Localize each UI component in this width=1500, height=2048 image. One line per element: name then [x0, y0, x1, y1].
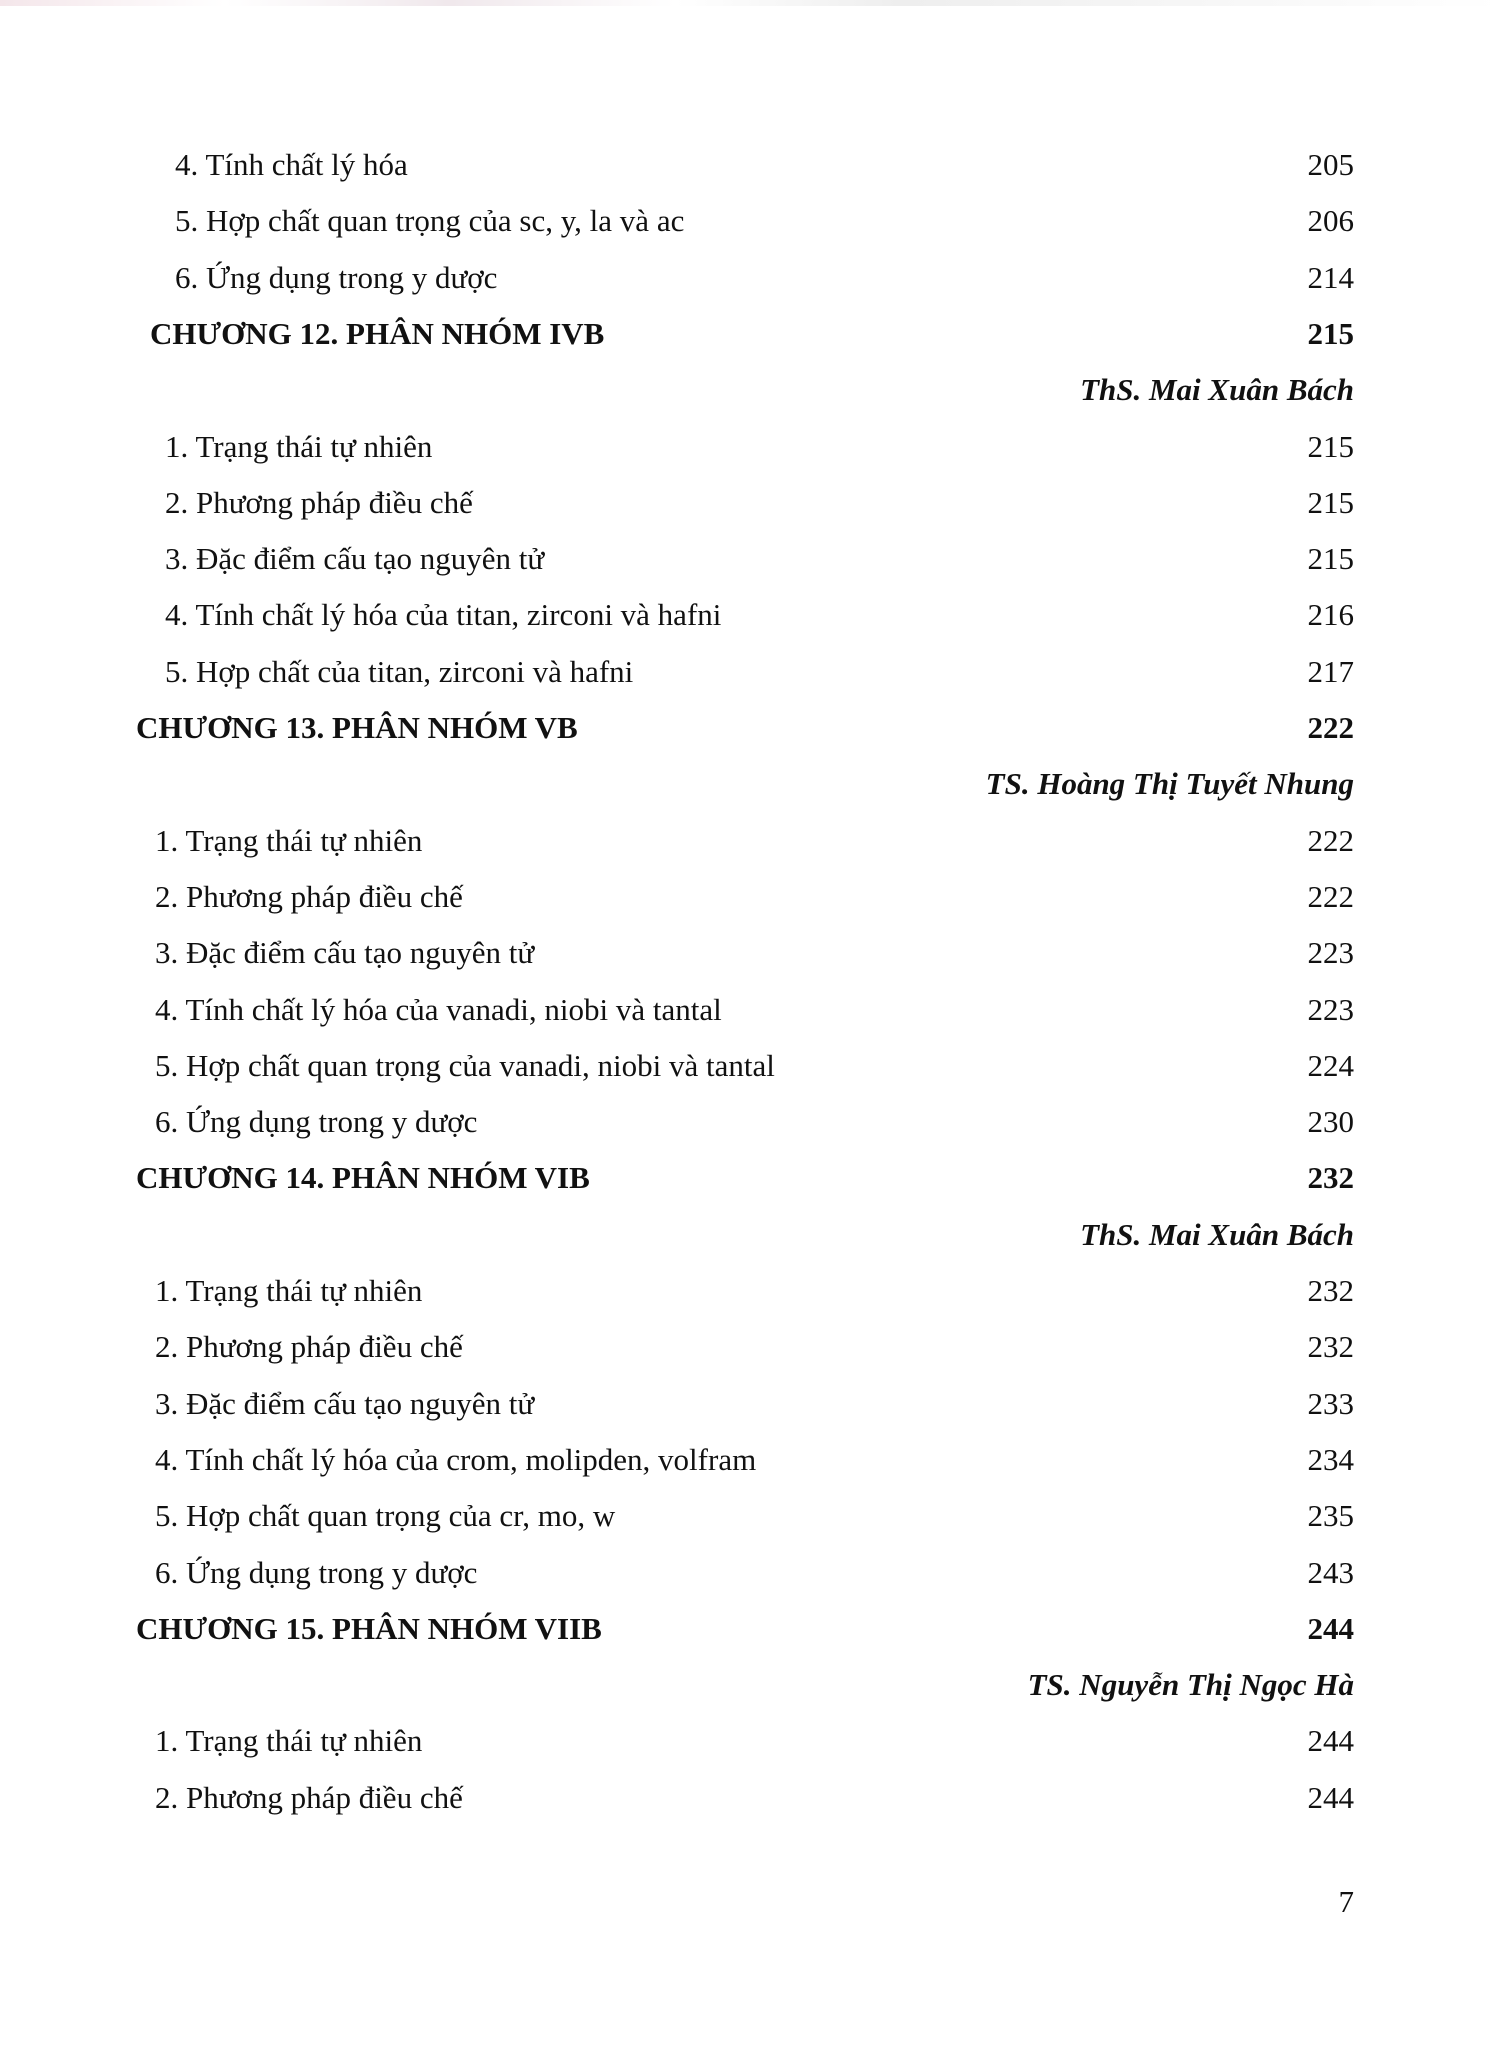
toc-item: 4. Tính chất lý hóa của crom, molipden, volfram — [155, 1442, 757, 1477]
chapter-author: TS. Hoàng Thị Tuyết Nhung — [985, 766, 1354, 801]
toc-item-page-number: 224 — [1307, 1048, 1354, 1083]
toc-item-page-number: 244 — [1307, 1780, 1354, 1815]
chapter-title: CHƯƠNG 13. PHÂN NHÓM VB — [136, 710, 578, 745]
toc-item: 1. Trạng thái tự nhiên — [155, 823, 423, 858]
toc-item-page-number: 215 — [1307, 485, 1354, 520]
toc-item-page-number: 216 — [1307, 597, 1354, 632]
chapter-author: ThS. Mai Xuân Bách — [1080, 1217, 1354, 1252]
toc-item: 5. Hợp chất quan trọng của cr, mo, w — [155, 1498, 616, 1533]
chapter-title: CHƯƠNG 12. PHÂN NHÓM IVB — [150, 316, 605, 351]
toc-item: 5. Hợp chất quan trọng của vanadi, niobi và tantal — [155, 1048, 775, 1083]
chapter-page-number: 215 — [1307, 316, 1354, 351]
toc-item: 5. Hợp chất quan trọng của sc, y, la và ac — [175, 203, 685, 238]
toc-item-page-number: 205 — [1307, 147, 1354, 182]
toc-item-page-number: 217 — [1307, 654, 1354, 689]
toc-item-page-number: 234 — [1307, 1442, 1354, 1477]
toc-item: 3. Đặc điểm cấu tạo nguyên tử — [155, 935, 535, 970]
toc-item: 6. Ứng dụng trong y dược — [175, 260, 498, 295]
toc-item-page-number: 230 — [1307, 1104, 1354, 1139]
toc-item: 5. Hợp chất của titan, zirconi và hafni — [165, 654, 634, 689]
page-number: 7 — [1338, 1884, 1354, 1919]
toc-item: 4. Tính chất lý hóa của titan, zirconi và hafni — [165, 597, 722, 632]
chapter-title: CHƯƠNG 15. PHÂN NHÓM VIIB — [136, 1611, 602, 1646]
toc-item-page-number: 206 — [1307, 203, 1354, 238]
toc-item-page-number: 215 — [1307, 429, 1354, 464]
toc-item-page-number: 233 — [1307, 1386, 1354, 1421]
toc-item-page-number: 243 — [1307, 1555, 1354, 1590]
toc-item: 4. Tính chất lý hóa của vanadi, niobi và tantal — [155, 992, 722, 1027]
chapter-author: ThS. Mai Xuân Bách — [1080, 372, 1354, 407]
scan-edge-artifact — [0, 0, 1500, 6]
toc-item: 3. Đặc điểm cấu tạo nguyên tử — [165, 541, 545, 576]
toc-item-page-number: 244 — [1307, 1723, 1354, 1758]
toc-item: 4. Tính chất lý hóa — [175, 147, 408, 182]
toc-item: 1. Trạng thái tự nhiên — [155, 1723, 423, 1758]
toc-item-page-number: 232 — [1307, 1329, 1354, 1364]
toc-item-page-number: 214 — [1307, 260, 1354, 295]
chapter-page-number: 244 — [1307, 1611, 1354, 1646]
chapter-title: CHƯƠNG 14. PHÂN NHÓM VIB — [136, 1160, 590, 1195]
chapter-page-number: 232 — [1307, 1160, 1354, 1195]
toc-item: 1. Trạng thái tự nhiên — [165, 429, 433, 464]
toc-item-page-number: 222 — [1307, 823, 1354, 858]
toc-item-page-number: 215 — [1307, 541, 1354, 576]
chapter-page-number: 222 — [1307, 710, 1354, 745]
toc-item: 2. Phương pháp điều chế — [165, 485, 473, 520]
toc-item-page-number: 223 — [1307, 992, 1354, 1027]
toc-item: 2. Phương pháp điều chế — [155, 879, 463, 914]
chapter-author: TS. Nguyễn Thị Ngọc Hà — [1027, 1667, 1354, 1702]
toc-item: 6. Ứng dụng trong y dược — [155, 1104, 478, 1139]
toc-item: 2. Phương pháp điều chế — [155, 1329, 463, 1364]
toc-item: 2. Phương pháp điều chế — [155, 1780, 463, 1815]
toc-item: 1. Trạng thái tự nhiên — [155, 1273, 423, 1308]
toc-item: 3. Đặc điểm cấu tạo nguyên tử — [155, 1386, 535, 1421]
toc-item: 6. Ứng dụng trong y dược — [155, 1555, 478, 1590]
toc-item-page-number: 235 — [1307, 1498, 1354, 1533]
toc-item-page-number: 223 — [1307, 935, 1354, 970]
toc-item-page-number: 232 — [1307, 1273, 1354, 1308]
toc-item-page-number: 222 — [1307, 879, 1354, 914]
